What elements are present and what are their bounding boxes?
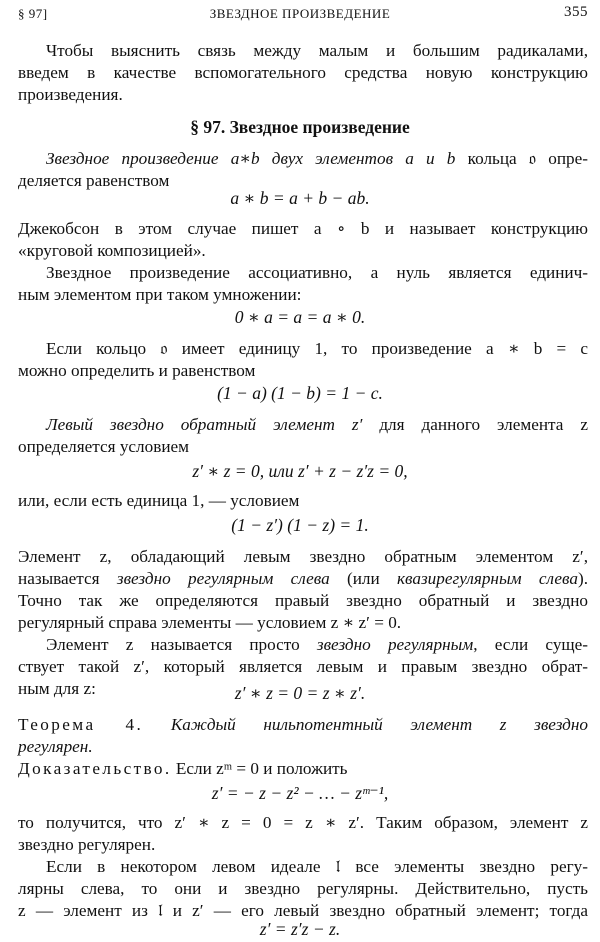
inverse-line-5 (18, 568, 588, 590)
inverse-line-8-a: Элемент z называется просто (46, 635, 317, 654)
formula-zero-unit: 0 ∗ a = a = a ∗ 0. (234, 307, 366, 327)
def-line-3: Джекобсон в этом случае пишет a ∘ b и называет конструкцию (18, 219, 588, 238)
formula-left-ideal: z′ = z′z − z. (259, 919, 341, 939)
formula-star-product: a ∗ b = a + b − ab. (230, 188, 370, 208)
intro-line-1: Чтобы выяснить связь между малым и большим радикалами, (46, 41, 588, 60)
inverse-line-6: Точно так же определяются правый звездно обратный и звездно (18, 591, 588, 610)
theorem-label: Теорема 4. (18, 715, 144, 734)
header-section-ref: § 97] (18, 6, 48, 21)
proof-line-1-rest: Если zᵐ = 0 и положить (171, 759, 348, 778)
inverse-line-2: определяется условием (18, 437, 190, 456)
inverse-line-5-b: (или (329, 569, 397, 588)
formula-nilpotent-inverse: z′ = − z − z² − … − zᵐ⁻¹, (211, 783, 389, 803)
theorem-text-1: Каждый нильпотентный элемент z звездно (143, 715, 588, 734)
inverse-line-1 (18, 414, 588, 436)
theorem-text-2: регулярен. (18, 737, 93, 756)
section-title: § 97. Звездное произведение (190, 117, 410, 137)
proof-line-4: Если в некотором левом идеале 𝔩 все элементы звездно регу- (46, 857, 588, 876)
def-line-8: можно определить и равенством (18, 361, 256, 380)
proof-line-1 (18, 758, 588, 780)
formula-unit-product: (1 − a) (1 − b) = 1 − c. (217, 383, 383, 403)
formula-two-sided-inverse: z′ ∗ z = 0 = z ∗ z′. (234, 683, 366, 703)
proof-line-2: то получится, что z′ ∗ z = 0 = z ∗ z′. Таким образом, элемент z (18, 813, 588, 832)
def-line-2: деляется равенством (18, 171, 170, 190)
inverse-line-4: Элемент z, обладающий левым звездно обратным элементом z′, (18, 547, 588, 566)
theorem-line-2 (18, 736, 588, 758)
inverse-line-10: ным для z: (18, 679, 96, 698)
inverse-line-3: или, если есть единица 1, — условием (18, 491, 300, 510)
inverse-term: Левый звездно обратный элемент z′ (46, 415, 363, 434)
proof-line-5: лярны слева, то они и звездно регулярны. Действительно, пусть (18, 879, 588, 898)
def-line-1 (18, 148, 588, 170)
intro-line-3: произведения. (18, 85, 123, 104)
def-line-4: «круговой композицией». (18, 241, 206, 260)
inverse-line-8 (18, 634, 588, 656)
page-number: 355 (564, 4, 588, 20)
inverse-line-5-a: называется (18, 569, 117, 588)
proof-label: Доказательство. (18, 759, 172, 778)
term-left-regular: звездно регулярным слева (116, 569, 330, 588)
theorem-line-1 (18, 714, 588, 736)
formula-left-inverse-unit: (1 − z′) (1 − z) = 1. (231, 515, 369, 535)
inverse-line-7: регулярный справа элементы — условием z ∗ z′ = 0. (18, 613, 402, 632)
term-star-regular: звездно регулярным (316, 635, 474, 654)
proof-line-6: z — элемент из 𝔩 и z′ — его левый звездно обратный элемент; тогда (18, 901, 588, 920)
header-running-title: ЗВЕЗДНОЕ ПРОИЗВЕДЕНИЕ (209, 6, 391, 21)
def-line-7: Если кольцо 𝔬 имеет единицу 1, то произведение a ∗ b = c (46, 339, 588, 358)
def-line-1-rest: кольца 𝔬 опре- (455, 149, 588, 168)
inverse-line-5-c: ). (577, 569, 588, 588)
inverse-line-8-b: , если суще- (473, 635, 588, 654)
term-left-quasiregular: квазирегулярным слева (396, 569, 578, 588)
def-line-5: Звездное произведение ассоциативно, а нуль является единич- (46, 263, 588, 282)
inverse-line-1-rest: для данного элемента z (362, 415, 588, 434)
inverse-line-9: ствует такой z′, который является левым и правым звездно обрат- (18, 657, 588, 676)
intro-line-2: введем в качестве вспомогательного средства новую конструкцию (18, 63, 588, 82)
formula-left-inverse: z′ ∗ z = 0, или z′ + z − z′z = 0, (192, 461, 408, 481)
proof-line-3: звездно регулярен. (18, 835, 156, 854)
def-line-6: ным элементом при таком умножении: (18, 285, 302, 304)
def-term: Звездное произведение a∗b двух элементов a и b (46, 149, 456, 168)
